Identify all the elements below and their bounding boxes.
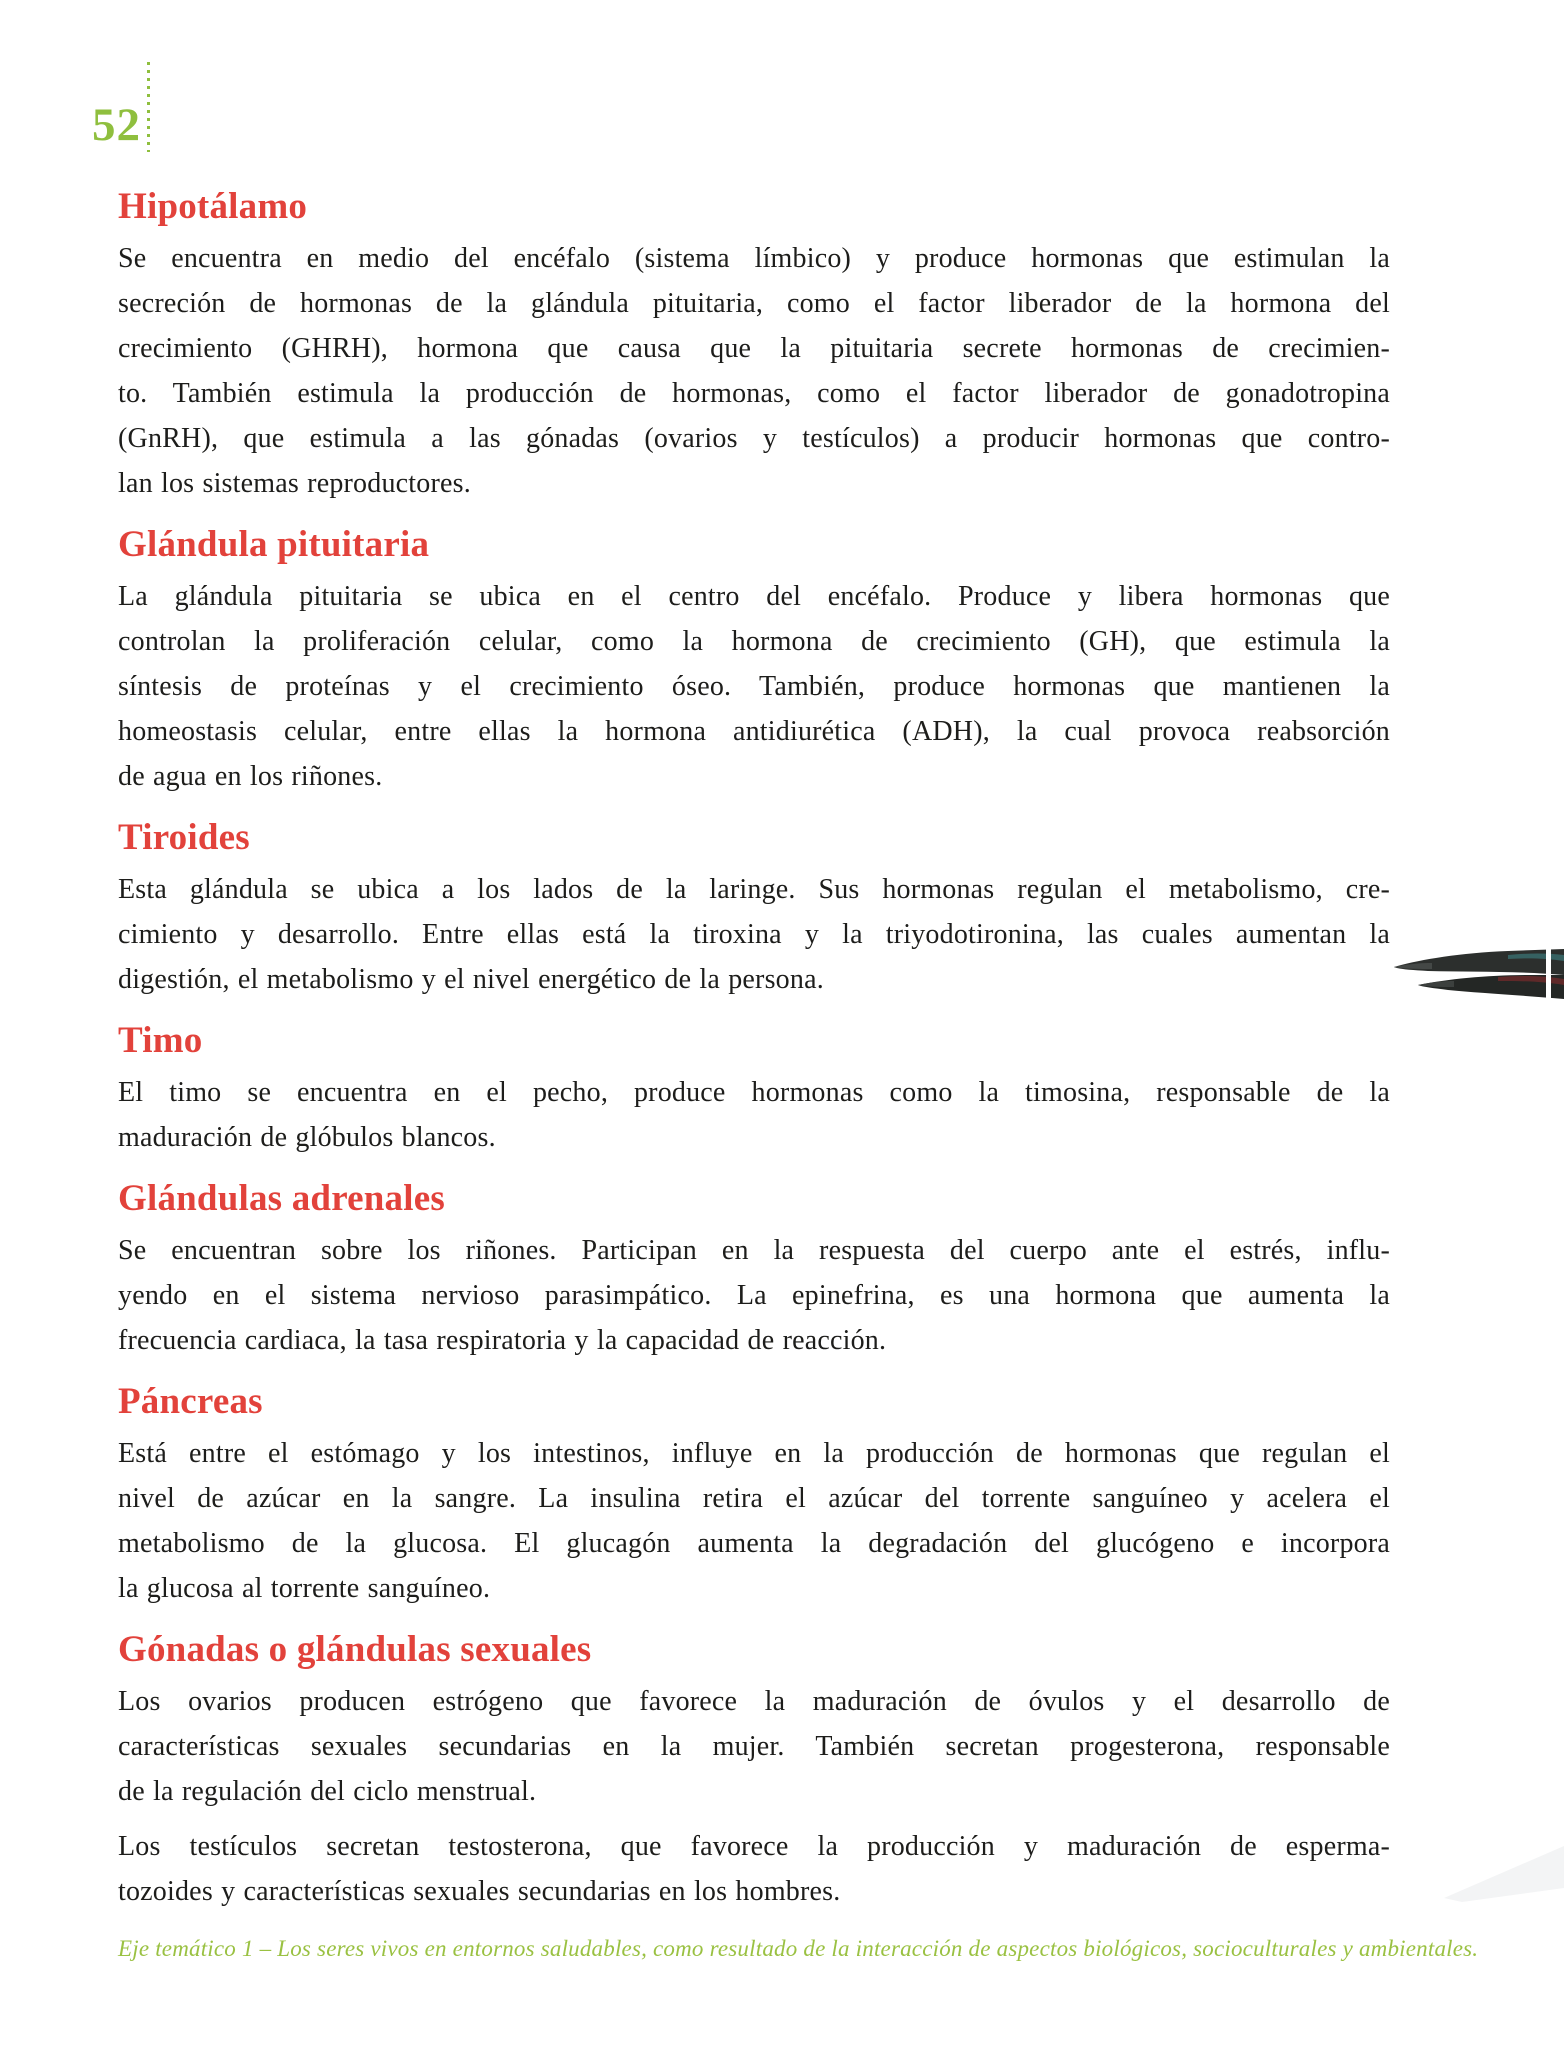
text-line: homeostasis celular, entre ellas la hormona antidiurética (ADH), la cual provoca reabsorción — [118, 716, 1390, 747]
section-heading: Tiroides — [118, 817, 250, 858]
text-line: El timo se encuentra en el pecho, produce hormonas como la timosina, responsable de la — [118, 1077, 1390, 1108]
footer-theme-note: Eje temático 1 – Los seres vivos en entornos saludables, como resultado de la interacción de aspectos biológicos, socioculturales y ambientales. — [118, 1936, 1479, 1961]
text-line: de agua en los riñones. — [118, 761, 383, 792]
text-line: nivel de azúcar en la sangre. La insulina retira el azúcar del torrente sanguíneo y acelera el — [118, 1483, 1390, 1514]
text-line: secreción de hormonas de la glándula pituitaria, como el factor liberador de la hormona del — [118, 288, 1390, 319]
corner-swoosh-graphic — [1444, 1840, 1564, 1910]
text-line: to. También estimula la producción de hormonas, como el factor liberador de gonadotropina — [118, 378, 1390, 409]
text-line: tozoides y características sexuales secundarias en los hombres. — [118, 1876, 841, 1907]
text-line: cimiento y desarrollo. Entre ellas está la tiroxina y la triyodotironina, las cuales aumentan la — [118, 919, 1390, 950]
text-line: Está entre el estómago y los intestinos, influye en la producción de hormonas que regulan el — [118, 1438, 1390, 1469]
text-line: crecimiento (GHRH), hormona que causa que la pituitaria secrete hormonas de crecimien- — [118, 333, 1390, 364]
section-heading: Glándula pituitaria — [118, 524, 430, 565]
paragraph — [118, 574, 1390, 799]
paragraph — [118, 1070, 1390, 1160]
paragraph — [118, 236, 1390, 506]
text-line: (GnRH), que estimula a las gónadas (ovarios y testículos) a producir hormonas que contro- — [118, 423, 1390, 454]
section-heading: Timo — [118, 1020, 203, 1061]
text-line: características sexuales secundarias en la mujer. También secretan progesterona, responsable — [118, 1731, 1390, 1762]
text-line: controlan la proliferación celular, como la hormona de crecimiento (GH), que estimula la — [118, 626, 1390, 657]
anatomical-hand-image — [1388, 945, 1564, 1007]
text-line: frecuencia cardiaca, la tasa respiratoria y la capacidad de reacción. — [118, 1325, 887, 1356]
text-line: digestión, el metabolismo y el nivel energético de la persona. — [118, 964, 824, 995]
text-line: la glucosa al torrente sanguíneo. — [118, 1573, 491, 1604]
text-line: La glándula pituitaria se ubica en el centro del encéfalo. Produce y libera hormonas que — [118, 581, 1390, 612]
text-line: Esta glándula se ubica a los lados de la laringe. Sus hormonas regulan el metabolismo, cre- — [118, 874, 1390, 905]
paragraph — [118, 867, 1390, 1002]
paragraph — [118, 1679, 1390, 1814]
section-heading: Páncreas — [118, 1381, 263, 1422]
text-line: lan los sistemas reproductores. — [118, 468, 471, 499]
paragraph — [118, 1824, 1390, 1914]
section-heading: Glándulas adrenales — [118, 1178, 445, 1219]
section-heading: Gónadas o glándulas sexuales — [118, 1629, 592, 1670]
text-line: metabolismo de la glucosa. El glucagón aumenta la degradación del glucógeno e incorpora — [118, 1528, 1390, 1559]
paragraph — [118, 1228, 1390, 1363]
text-line: Los testículos secretan testosterona, que favorece la producción y maduración de esperma- — [118, 1831, 1390, 1862]
text-line: Se encuentran sobre los riñones. Participan en la respuesta del cuerpo ante el estrés, influ- — [118, 1235, 1390, 1266]
section-heading: Hipotálamo — [118, 186, 308, 227]
text-line: Se encuentra en medio del encéfalo (sistema límbico) y produce hormonas que estimulan la — [118, 243, 1390, 274]
text-line: yendo en el sistema nervioso parasimpático. La epinefrina, es una hormona que aumenta la — [118, 1280, 1390, 1311]
text-line: de la regulación del ciclo menstrual. — [118, 1776, 537, 1807]
text-line: síntesis de proteínas y el crecimiento óseo. También, produce hormonas que mantienen la — [118, 671, 1390, 702]
sections — [118, 186, 1390, 1914]
paragraph — [118, 1431, 1390, 1611]
page-number: 52 — [92, 99, 141, 151]
text-line: maduración de glóbulos blancos. — [118, 1122, 496, 1153]
green-dotted-vertical-rule — [147, 62, 150, 152]
text-line: Los ovarios producen estrógeno que favorece la maduración de óvulos y el desarrollo de — [118, 1686, 1390, 1717]
